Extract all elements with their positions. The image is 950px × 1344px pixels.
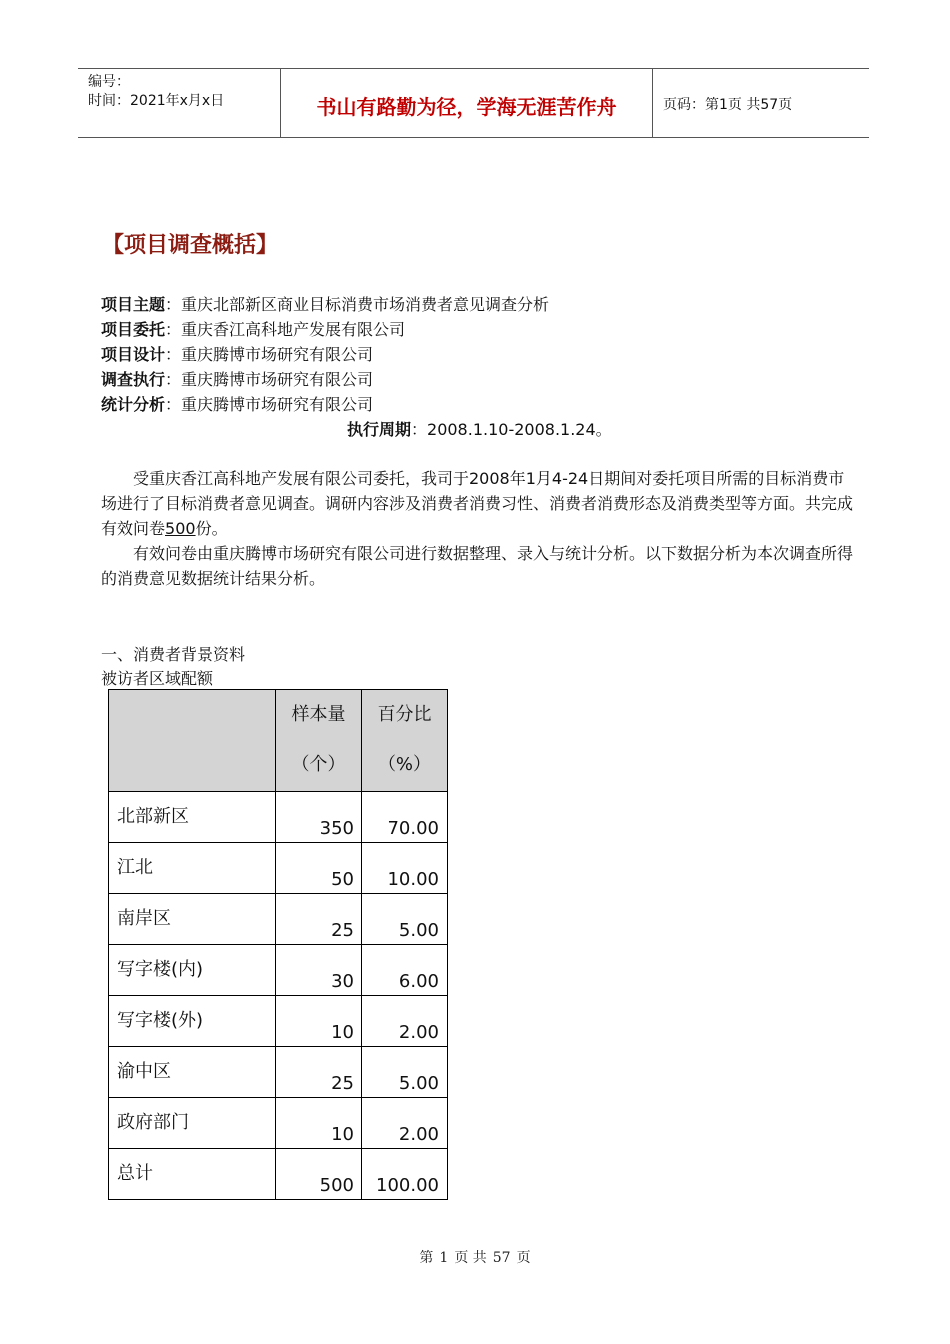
intro-paragraph (101, 466, 853, 541)
region-name: 总计 (117, 1163, 153, 1184)
region-cell (109, 792, 276, 843)
count-cell (276, 1149, 362, 1200)
table-row (109, 1047, 448, 1098)
header-text: 百分比 (377, 704, 432, 725)
sample-count: 25 (331, 920, 354, 941)
sample-count: 10 (331, 1124, 354, 1145)
count-cell (276, 843, 362, 894)
percent-value: 70.00 (387, 818, 439, 839)
region-name: 写字楼(内) (117, 959, 204, 980)
footer-total-pages: 57 (492, 1250, 511, 1266)
document-time-label: 时间：2021年x月x日 (88, 93, 225, 109)
region-name: 政府部门 (117, 1112, 189, 1133)
info-value: ：重庆北部新区商业目标消费市场消费者意见调查分析 (165, 295, 550, 314)
percent-cell (362, 1098, 448, 1149)
sample-count: 10 (331, 1022, 354, 1043)
section-heading: 【项目调查概括】 (102, 233, 279, 258)
info-line-topic (101, 292, 549, 317)
percent-value: 2.00 (398, 1124, 439, 1145)
region-cell (109, 1098, 276, 1149)
region-cell (109, 843, 276, 894)
period-value: ：2008.1.10-2008.1.24。 (411, 420, 612, 439)
section-title: 一、消费者背景资料 (101, 645, 246, 664)
percent-cell (362, 894, 448, 945)
percent-cell (362, 945, 448, 996)
sample-count: 500 (319, 1175, 354, 1196)
region-name: 渝中区 (117, 1061, 171, 1082)
percent-value: 100.00 (376, 1175, 439, 1196)
info-label: 项目设计 (101, 345, 166, 364)
questionnaire-count: 500 (165, 519, 196, 538)
header-motto-cell (281, 69, 653, 137)
header-cell-sample (276, 690, 362, 792)
document-number-label: 编号： (88, 74, 130, 90)
info-label: 调查执行 (101, 370, 166, 389)
count-cell (276, 1098, 362, 1149)
table-row (109, 1098, 448, 1149)
table-row (109, 945, 448, 996)
count-cell (276, 1047, 362, 1098)
region-name: 南岸区 (117, 908, 171, 929)
page-footer (0, 1247, 950, 1267)
footer-mid: 页 共 (454, 1250, 487, 1266)
region-quota-table (108, 689, 448, 1200)
region-cell (109, 894, 276, 945)
sample-count: 30 (331, 971, 354, 992)
percent-cell (362, 792, 448, 843)
info-line-client (101, 317, 405, 342)
info-label: 统计分析 (101, 395, 166, 414)
period-label: 执行周期 (347, 420, 412, 439)
header-motto: 书山有路勤为径，学海无涯苦作舟 (316, 95, 617, 119)
percent-value: 5.00 (398, 920, 439, 941)
percent-value: 2.00 (398, 1022, 439, 1043)
count-cell (276, 894, 362, 945)
region-cell (109, 945, 276, 996)
info-value: ：重庆香江高科地产发展有限公司 (165, 320, 406, 339)
info-label: 项目主题 (101, 295, 166, 314)
percent-value: 10.00 (387, 869, 439, 890)
table-row (109, 843, 448, 894)
footer-suffix: 页 (516, 1250, 531, 1266)
count-cell (276, 945, 362, 996)
header-page-number: 页码：第1页 共57页 (663, 97, 793, 113)
info-line-execution (101, 367, 373, 392)
region-name: 写字楼(外) (117, 1010, 204, 1031)
region-name: 江北 (117, 857, 153, 878)
header-meta-cell (78, 69, 281, 137)
info-label: 项目委托 (101, 320, 166, 339)
percent-cell (362, 996, 448, 1047)
region-name: 北部新区 (117, 806, 189, 827)
sample-count: 25 (331, 1073, 354, 1094)
header-cell-region (109, 690, 276, 792)
table-row (109, 996, 448, 1047)
count-cell (276, 996, 362, 1047)
region-cell (109, 1047, 276, 1098)
header-cell-percent (362, 690, 448, 792)
footer-prefix: 第 (419, 1250, 434, 1266)
info-line-design (101, 342, 373, 367)
table-row-total (109, 1149, 448, 1200)
sample-count: 350 (319, 818, 354, 839)
info-value: ：重庆腾博市场研究有限公司 (165, 370, 374, 389)
sample-count: 50 (331, 869, 354, 890)
percent-value: 6.00 (398, 971, 439, 992)
region-cell (109, 996, 276, 1047)
header-page-cell (653, 69, 869, 137)
intro-text-end: 份。 (195, 519, 228, 538)
percent-cell (362, 1149, 448, 1200)
table-row (109, 792, 448, 843)
table-caption: 被访者区域配额 (101, 669, 214, 688)
page-header (78, 68, 869, 138)
table-row (109, 894, 448, 945)
percent-value: 5.00 (398, 1073, 439, 1094)
count-cell (276, 792, 362, 843)
intro-text: 受重庆香江高科地产发展有限公司委托，我司于2008年1月4-24日期间对委托项目所需的目标消费市场进行了目标消费者意见调查。调研内容涉及消费者消费习性、消费者消费形态及消费类型等方面。共完成有效问卷 (101, 469, 854, 538)
info-value: ：重庆腾博市场研究有限公司 (165, 395, 374, 414)
footer-page-number: 1 (439, 1250, 449, 1266)
info-line-analysis (101, 392, 373, 417)
info-value: ：重庆腾博市场研究有限公司 (165, 345, 374, 364)
header-unit: （个） (291, 754, 346, 775)
percent-cell (362, 843, 448, 894)
region-cell (109, 1149, 276, 1200)
data-processing-paragraph: 有效问卷由重庆腾博市场研究有限公司进行数据整理、录入与统计分析。以下数据分析为本次调查所得的消费意见数据统计结果分析。 (101, 544, 854, 588)
header-text: 样本量 (291, 704, 346, 725)
percent-cell (362, 1047, 448, 1098)
execution-period (347, 417, 612, 440)
table-header-row (109, 690, 448, 792)
header-unit: （%） (377, 754, 432, 775)
